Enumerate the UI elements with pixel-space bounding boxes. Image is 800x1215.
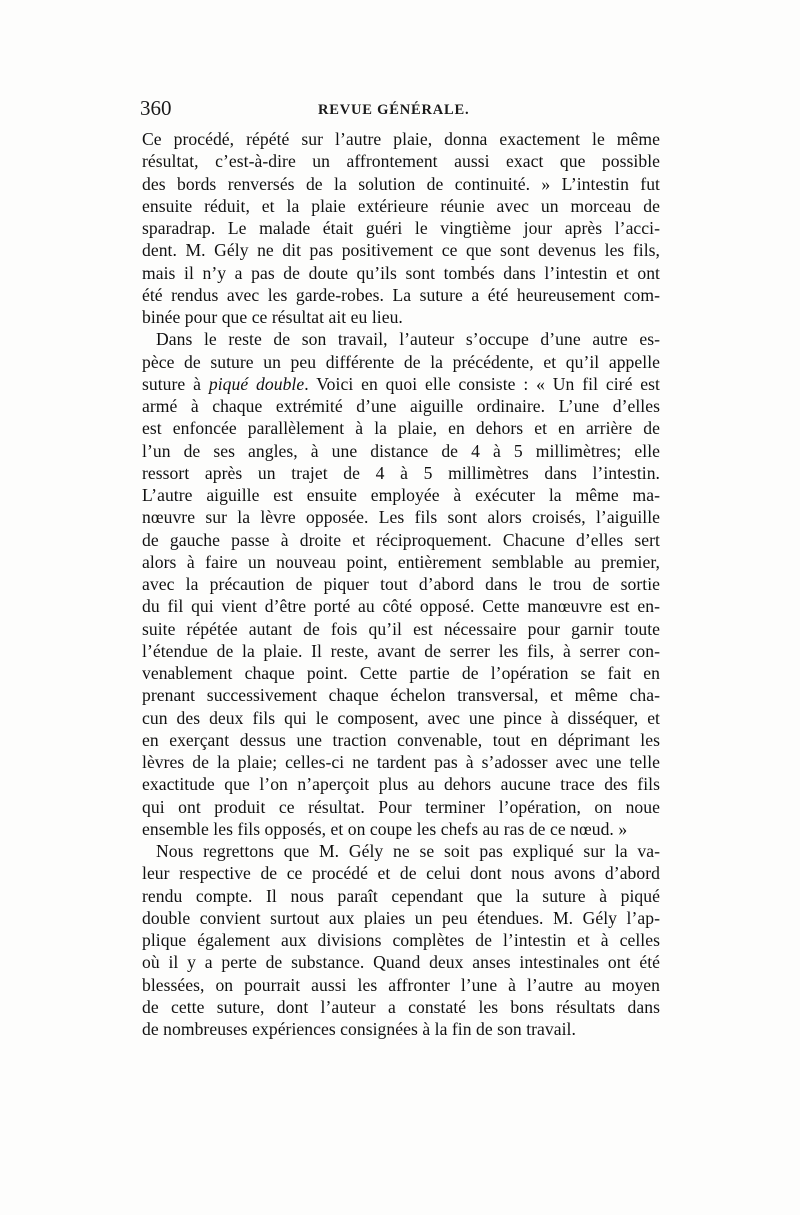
text-line: ressort après un trajet de 4 à 5 millimètres dans l’intestin. (142, 462, 660, 483)
body-text (142, 128, 660, 1040)
text-line: plique également aux divisions complètes de l’intestin et à celles (142, 930, 660, 950)
page-header (142, 96, 660, 128)
text-line: ensuite réduit, et la plaie extérieure réunie avec un morceau de (142, 195, 660, 216)
paragraph (142, 128, 660, 328)
text-line: alors à faire un nouveau point, entièrement semblable au premier, (142, 551, 660, 572)
text-line: où il y a perte de substance. Quand deux anses intestinales ont été (142, 952, 660, 973)
text-line: binée pour que ce résultat ait eu lieu. (142, 307, 403, 327)
text-line: pèce de suture un peu différente de la précédente, et qu’il appelle (142, 351, 660, 372)
text-line: de cette suture, dont l’auteur a constaté les bons résultats dans (142, 996, 660, 1017)
running-head: REVUE GÉNÉRALE. (318, 102, 470, 118)
text-line: lèvres de la plaie; celles-ci ne tardent pas à s’adosser avec une telle (142, 752, 660, 772)
text-line: qui ont produit ce résultat. Pour terminer l’opération, on noue (142, 796, 660, 817)
text-line: armé à chaque extrémité d’une aiguille ordinaire. L’une d’elles (142, 396, 660, 416)
text-line: ensemble les fils opposés, et on coupe les chefs au ras de ce nœud. » (142, 818, 628, 839)
text-line: des bords renversés de la solution de continuité. » L’intestin fut (142, 173, 660, 194)
text-line: sparadrap. Le malade était guéri le vingtième jour après l’acci- (142, 218, 660, 238)
text-line: de gauche passe à droite et réciproquement. Chacune d’elles sert (142, 529, 660, 550)
text-line: avec la précaution de piquer tout d’abord dans le trou de sortie (142, 574, 660, 594)
text-line: nœuvre sur la lèvre opposée. Les fils sont alors croisés, l’aiguille (142, 507, 660, 528)
text-line: Ce procédé, répété sur l’autre plaie, donna exactement le même (142, 129, 660, 149)
text-line: été rendus avec les garde-robes. La suture a été heureusement com- (142, 284, 660, 305)
paragraph (142, 840, 660, 1040)
text-line: suite répétée autant de fois qu’il est nécessaire pour garnir toute (142, 618, 660, 639)
text-line: en exerçant dessus une traction convenable, tout en déprimant les (142, 729, 660, 750)
text-line: suture à piqué double. Voici en quoi elle consiste : « Un fil ciré est (142, 373, 660, 394)
text-line: double convient surtout aux plaies un peu étendues. M. Gély l’ap- (142, 907, 660, 928)
text-line: venablement chaque point. Cette partie de l’opération se fait en (142, 663, 660, 683)
text-line: de nombreuses expériences consignées à la fin de son travail. (142, 1019, 576, 1039)
text-line: du fil qui vient d’être porté au côté opposé. Cette manœuvre est en- (142, 596, 660, 617)
text-line: rendu compte. Il nous paraît cependant que la suture à piqué (142, 885, 660, 906)
text-line: cun des deux fils qui le composent, avec une pince à disséquer, et (142, 707, 660, 728)
text-line: l’étendue de la plaie. Il reste, avant de serrer les fils, à serrer con- (142, 640, 660, 661)
text-line: dent. M. Gély ne dit pas positivement ce que sont devenus les fils, (142, 240, 660, 261)
text-line: résultat, c’est-à-dire un affrontement aussi exact que possible (142, 151, 660, 172)
text-line: blessées, on pourrait aussi les affronter l’une à l’autre au moyen (142, 974, 660, 995)
text-line: exactitude que l’on n’aperçoit plus au dehors aucune trace des fils (142, 774, 660, 795)
italic-term: piqué double (208, 373, 305, 394)
text-line: Nous regrettons que M. Gély ne se soit pas expliqué sur la va- (156, 841, 660, 861)
page-text-block (142, 96, 660, 1040)
page-number: 360 (140, 96, 172, 120)
text-line: L’autre aiguille est ensuite employée à exécuter la même ma- (142, 485, 660, 505)
text-line: l’un de ses angles, à une distance de 4 à 5 millimètres; elle (142, 440, 660, 461)
paragraph (142, 328, 660, 840)
text-line: mais il n’y a pas de doute qu’ils sont tombés dans l’intestin et ont (142, 262, 660, 283)
text-line: est enfoncée parallèlement à la plaie, en dehors et en arrière de (142, 418, 660, 439)
text-line: leur respective de ce procédé et de celui dont nous avons d’abord (142, 863, 660, 884)
text-line: prenant successivement chaque échelon transversal, et même cha- (142, 685, 660, 706)
text-line: Dans le reste de son travail, l’auteur s’occupe d’une autre es- (156, 329, 660, 350)
